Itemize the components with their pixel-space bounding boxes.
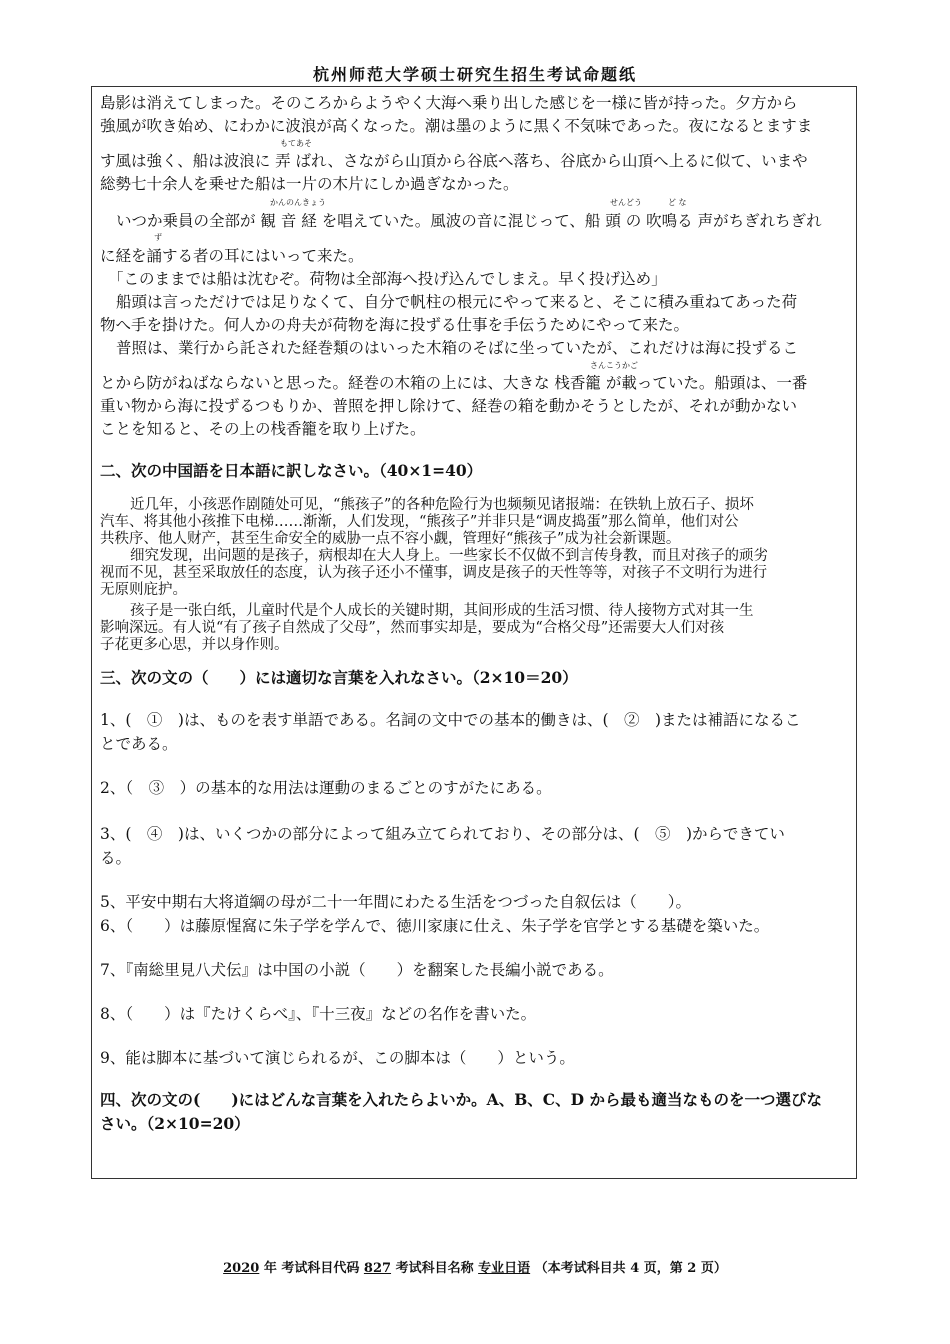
passage-line: 島影は消えてしまった。そのころからようやく大海へ乗り出した感じを一様に皆が持った。夕方から xyxy=(100,94,798,112)
passage-ruby-line xyxy=(100,233,850,268)
question-5: 5、平安中期右大将道綱の母が二十一年間にわたる生活をつづった自叙伝は（ ）。 xyxy=(100,893,691,911)
section-heading-cont: さい。（2×10=20） xyxy=(100,1114,250,1133)
question-3: 3、( ④ )は、いくつかの部分によって組み立てられており、その部分は、( ⑤ )からできてい xyxy=(100,825,785,843)
section-multiple-choice xyxy=(100,1088,850,1136)
section-translation xyxy=(100,459,850,654)
question-1: 1、( ① )は、ものを表す単語である。名詞の文中での基本的働きは、( ② )または補語になるこ xyxy=(100,711,801,729)
chinese-line: 细究发现，出问题的是孩子，病根却在大人身上。一些家长不仅做不到言传身教，而且对孩子的顽劣 xyxy=(130,548,768,564)
passage-ruby-line xyxy=(100,139,850,173)
section-heading: 二、次の中国語を日本語に訳しなさい。（40×1=40） xyxy=(100,461,483,480)
passage-ruby-line xyxy=(100,198,850,233)
question-9: 9、能は脚本に基づいて演じられるが、この脚本は（ ）という。 xyxy=(100,1049,575,1067)
chinese-passage xyxy=(100,497,850,654)
furigana: さんこうかご xyxy=(590,361,638,370)
page-count: （本考试科目共 4 页，第 2 页） xyxy=(534,1261,727,1276)
question-6: 6、（ ）は藤原惺窩に朱子学を学んで、徳川家康に仕え、朱子学を官学とする基礎を築いた。 xyxy=(100,917,770,935)
passage-ruby-line xyxy=(100,361,850,395)
furigana: もてあそ xyxy=(280,139,312,148)
chinese-line: 视而不见，甚至采取放任的态度，认为孩子还小不懂事，调皮是孩子的天性等等，对孩子不文明行为进行 xyxy=(100,565,767,581)
furigana: ど な xyxy=(668,198,687,207)
chinese-line: 无原则庇护。 xyxy=(100,582,187,598)
passage-line: 普照は、業行から託された経巻類のはいった木箱のそばに坐っていたが、これだけは海に投ずるこ xyxy=(116,339,799,357)
question-7: 7、『南総里見八犬伝』は中国の小説（ ）を翻案した長編小説である。 xyxy=(100,961,614,979)
passage-line: す風は強く、船は波浪に 弄 ばれ、さながら山頂から谷底へ落ち、谷底から山頂へ上るに似て、いまや xyxy=(100,152,808,170)
question-1-cont: とである。 xyxy=(100,735,178,753)
question-3-cont: る。 xyxy=(100,849,132,867)
exam-year: 2020 xyxy=(223,1261,260,1276)
passage-line: 船頭は言っただけでは足りなくて、自分で帆柱の根元にやって来ると、そこに積み重ねてあった荷 xyxy=(116,293,798,311)
furigana: せんどう xyxy=(610,198,642,207)
passage-line: 総勢七十余人を乗せた船は一片の木片にしか過ぎなかった。 xyxy=(100,175,519,193)
section-fill-blank xyxy=(100,666,850,1070)
subject-name: 专业日语 xyxy=(478,1261,531,1276)
passage-line: いつか乗員の全部が 観 音 経 を唱えていた。風波の音に混じって、船 頭 の 吹鳴る 声がちぎれちぎれ xyxy=(116,212,822,230)
section-heading: 四、次の文の( )にはどんな言葉を入れたらよいか。A、B、C、D から最も適当なものを一つ選びな xyxy=(100,1090,822,1109)
chinese-line: 孩子是一张白纸，儿童时代是个人成长的关键时期，其间形成的生活习惯、待人接物方式对其一生 xyxy=(130,603,754,619)
reading-passage xyxy=(100,92,850,441)
passage-line: とから防がねばならないと思った。経巻の木箱の上には、大きな 栈香籠 が載っていた。船頭は、一番 xyxy=(100,374,808,392)
passage-line: 強風が吹き始め、にわかに波浪が高くなった。潮は墨のように黒く不気味であった。夜になるとますま xyxy=(100,117,813,135)
passage-line: に経を誦する者の耳にはいって来た。 xyxy=(100,247,364,265)
page-title: 杭州师范大学硕士研究生招生考试命题纸 xyxy=(312,65,637,84)
chinese-line: 子花更多心思，并以身作则。 xyxy=(100,637,289,653)
passage-line: 重い物から海に投ずるつもりか、普照を押し除けて、経巻の箱を動かそうとしたが、それが動かない xyxy=(100,397,798,415)
footer-text: 年 考试科目代码 xyxy=(263,1261,360,1276)
exam-content xyxy=(100,92,850,1136)
passage-line: ことを知ると、その上の栈香籠を取り上げた。 xyxy=(100,420,426,438)
furigana: ず xyxy=(154,233,162,242)
passage-line: 物へ手を掛けた。何人かの舟夫が荷物を海に投ずる仕事を手伝うためにやって来た。 xyxy=(100,316,690,334)
chinese-line: 近几年，小孩恶作剧随处可见，“熊孩子”的各种危险行为也频频见诸报端：在铁轨上放石子、损坏 xyxy=(130,497,754,513)
chinese-line: 汽车、将其他小孩推下电梯……渐渐，人们发现，“熊孩子”并非只是“调皮捣蛋”那么简单，他们对公 xyxy=(100,514,739,530)
passage-line: 「このままでは船は沈むぞ。荷物は全部海へ投げ込んでしまえ。早く投げ込め」 xyxy=(108,270,667,288)
furigana: かんのんきょう xyxy=(270,198,326,207)
chinese-line: 共秩序、他人财产，甚至生命安全的威胁一点不容小觑，管理好“熊孩子”成为社会新课题。 xyxy=(100,531,681,547)
section-heading: 三、次の文の（ ）には適切な言葉を入れなさい。（2×10＝20） xyxy=(100,668,578,687)
chinese-line: 影响深远。有人说“有了孩子自然成了父母”，然而事实却是，要成为“合格父母”还需要大人们对孩 xyxy=(100,620,725,636)
question-2: 2、（ ③ ）の基本的な用法は運動のまるごとのすがたにある。 xyxy=(100,779,552,797)
question-8: 8、（ ）は『たけくらべ』、『十三夜』などの名作を書いた。 xyxy=(100,1005,537,1023)
page-footer xyxy=(0,1257,950,1276)
footer-text: 考试科目名称 xyxy=(395,1261,474,1276)
subject-code: 827 xyxy=(363,1261,392,1276)
